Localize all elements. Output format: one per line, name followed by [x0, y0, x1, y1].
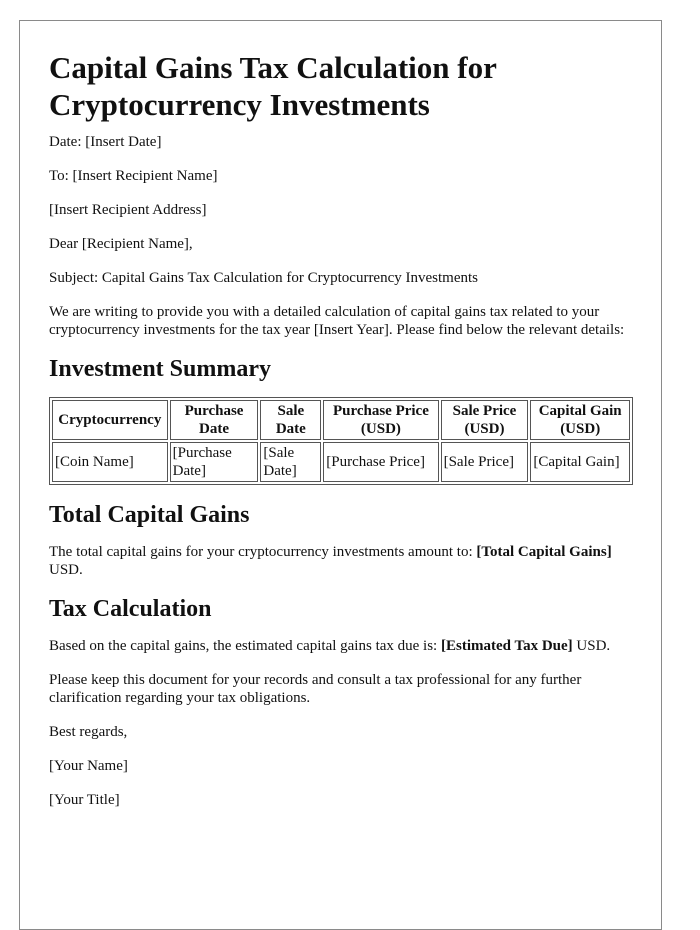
total-text-before: The total capital gains for your cryptocurrency investments amount to:	[49, 544, 477, 560]
cell-sale-date: [Sale Date]	[260, 442, 321, 482]
cell-purchase-date: [Purchase Date]	[170, 442, 259, 482]
cell-sale-price: [Sale Price]	[441, 442, 529, 482]
total-capital-gains-heading: Total Capital Gains	[49, 502, 250, 528]
cell-purchase-price: [Purchase Price]	[323, 442, 438, 482]
recipient-name-line: To: [Insert Recipient Name]	[49, 168, 218, 184]
tax-text-after: USD.	[572, 638, 611, 654]
date-line: Date: [Insert Date]	[49, 134, 162, 150]
total-text-after: USD.	[49, 562, 83, 578]
header-sale-date: Sale Date	[260, 400, 321, 440]
table-row	[52, 442, 630, 482]
estimated-tax-value: [Estimated Tax Due]	[440, 638, 573, 654]
investment-summary-table	[49, 397, 633, 485]
recipient-address-line: [Insert Recipient Address]	[49, 202, 207, 218]
cell-coin-name: [Coin Name]	[52, 442, 168, 482]
table-header-row	[52, 400, 630, 440]
investment-summary-heading: Investment Summary	[49, 356, 271, 382]
salutation: Dear [Recipient Name],	[49, 236, 193, 252]
total-capital-gains-paragraph	[49, 543, 632, 579]
intro-paragraph: We are writing to provide you with a detailed calculation of capital gains tax related to your cryptocurrency investments for the tax year [Insert Year]. Please find below the relevant details:	[49, 304, 625, 338]
document-title: Capital Gains Tax Calculation for Cryptocurrency Investments	[49, 50, 497, 122]
header-cryptocurrency: Cryptocurrency	[52, 400, 168, 440]
header-capital-gain: Capital Gain (USD)	[530, 400, 630, 440]
sender-title: [Your Title]	[49, 792, 120, 808]
total-capital-gains-value: [Total Capital Gains]	[476, 544, 612, 560]
header-purchase-price: Purchase Price (USD)	[323, 400, 438, 440]
sender-name: [Your Name]	[49, 758, 128, 774]
tax-text-before: Based on the capital gains, the estimated capital gains tax due is:	[49, 638, 441, 654]
cell-capital-gain: [Capital Gain]	[530, 442, 630, 482]
header-purchase-date: Purchase Date	[170, 400, 259, 440]
closing-line: Best regards,	[49, 724, 128, 740]
records-note: Please keep this document for your records and consult a tax professional for any further clarification regarding your tax obligations.	[49, 672, 582, 706]
subject-line: Subject: Capital Gains Tax Calculation for Cryptocurrency Investments	[49, 270, 478, 286]
header-sale-price: Sale Price (USD)	[441, 400, 529, 440]
tax-calculation-paragraph	[49, 637, 632, 655]
tax-calculation-heading: Tax Calculation	[49, 596, 212, 622]
letter-page	[19, 20, 662, 930]
